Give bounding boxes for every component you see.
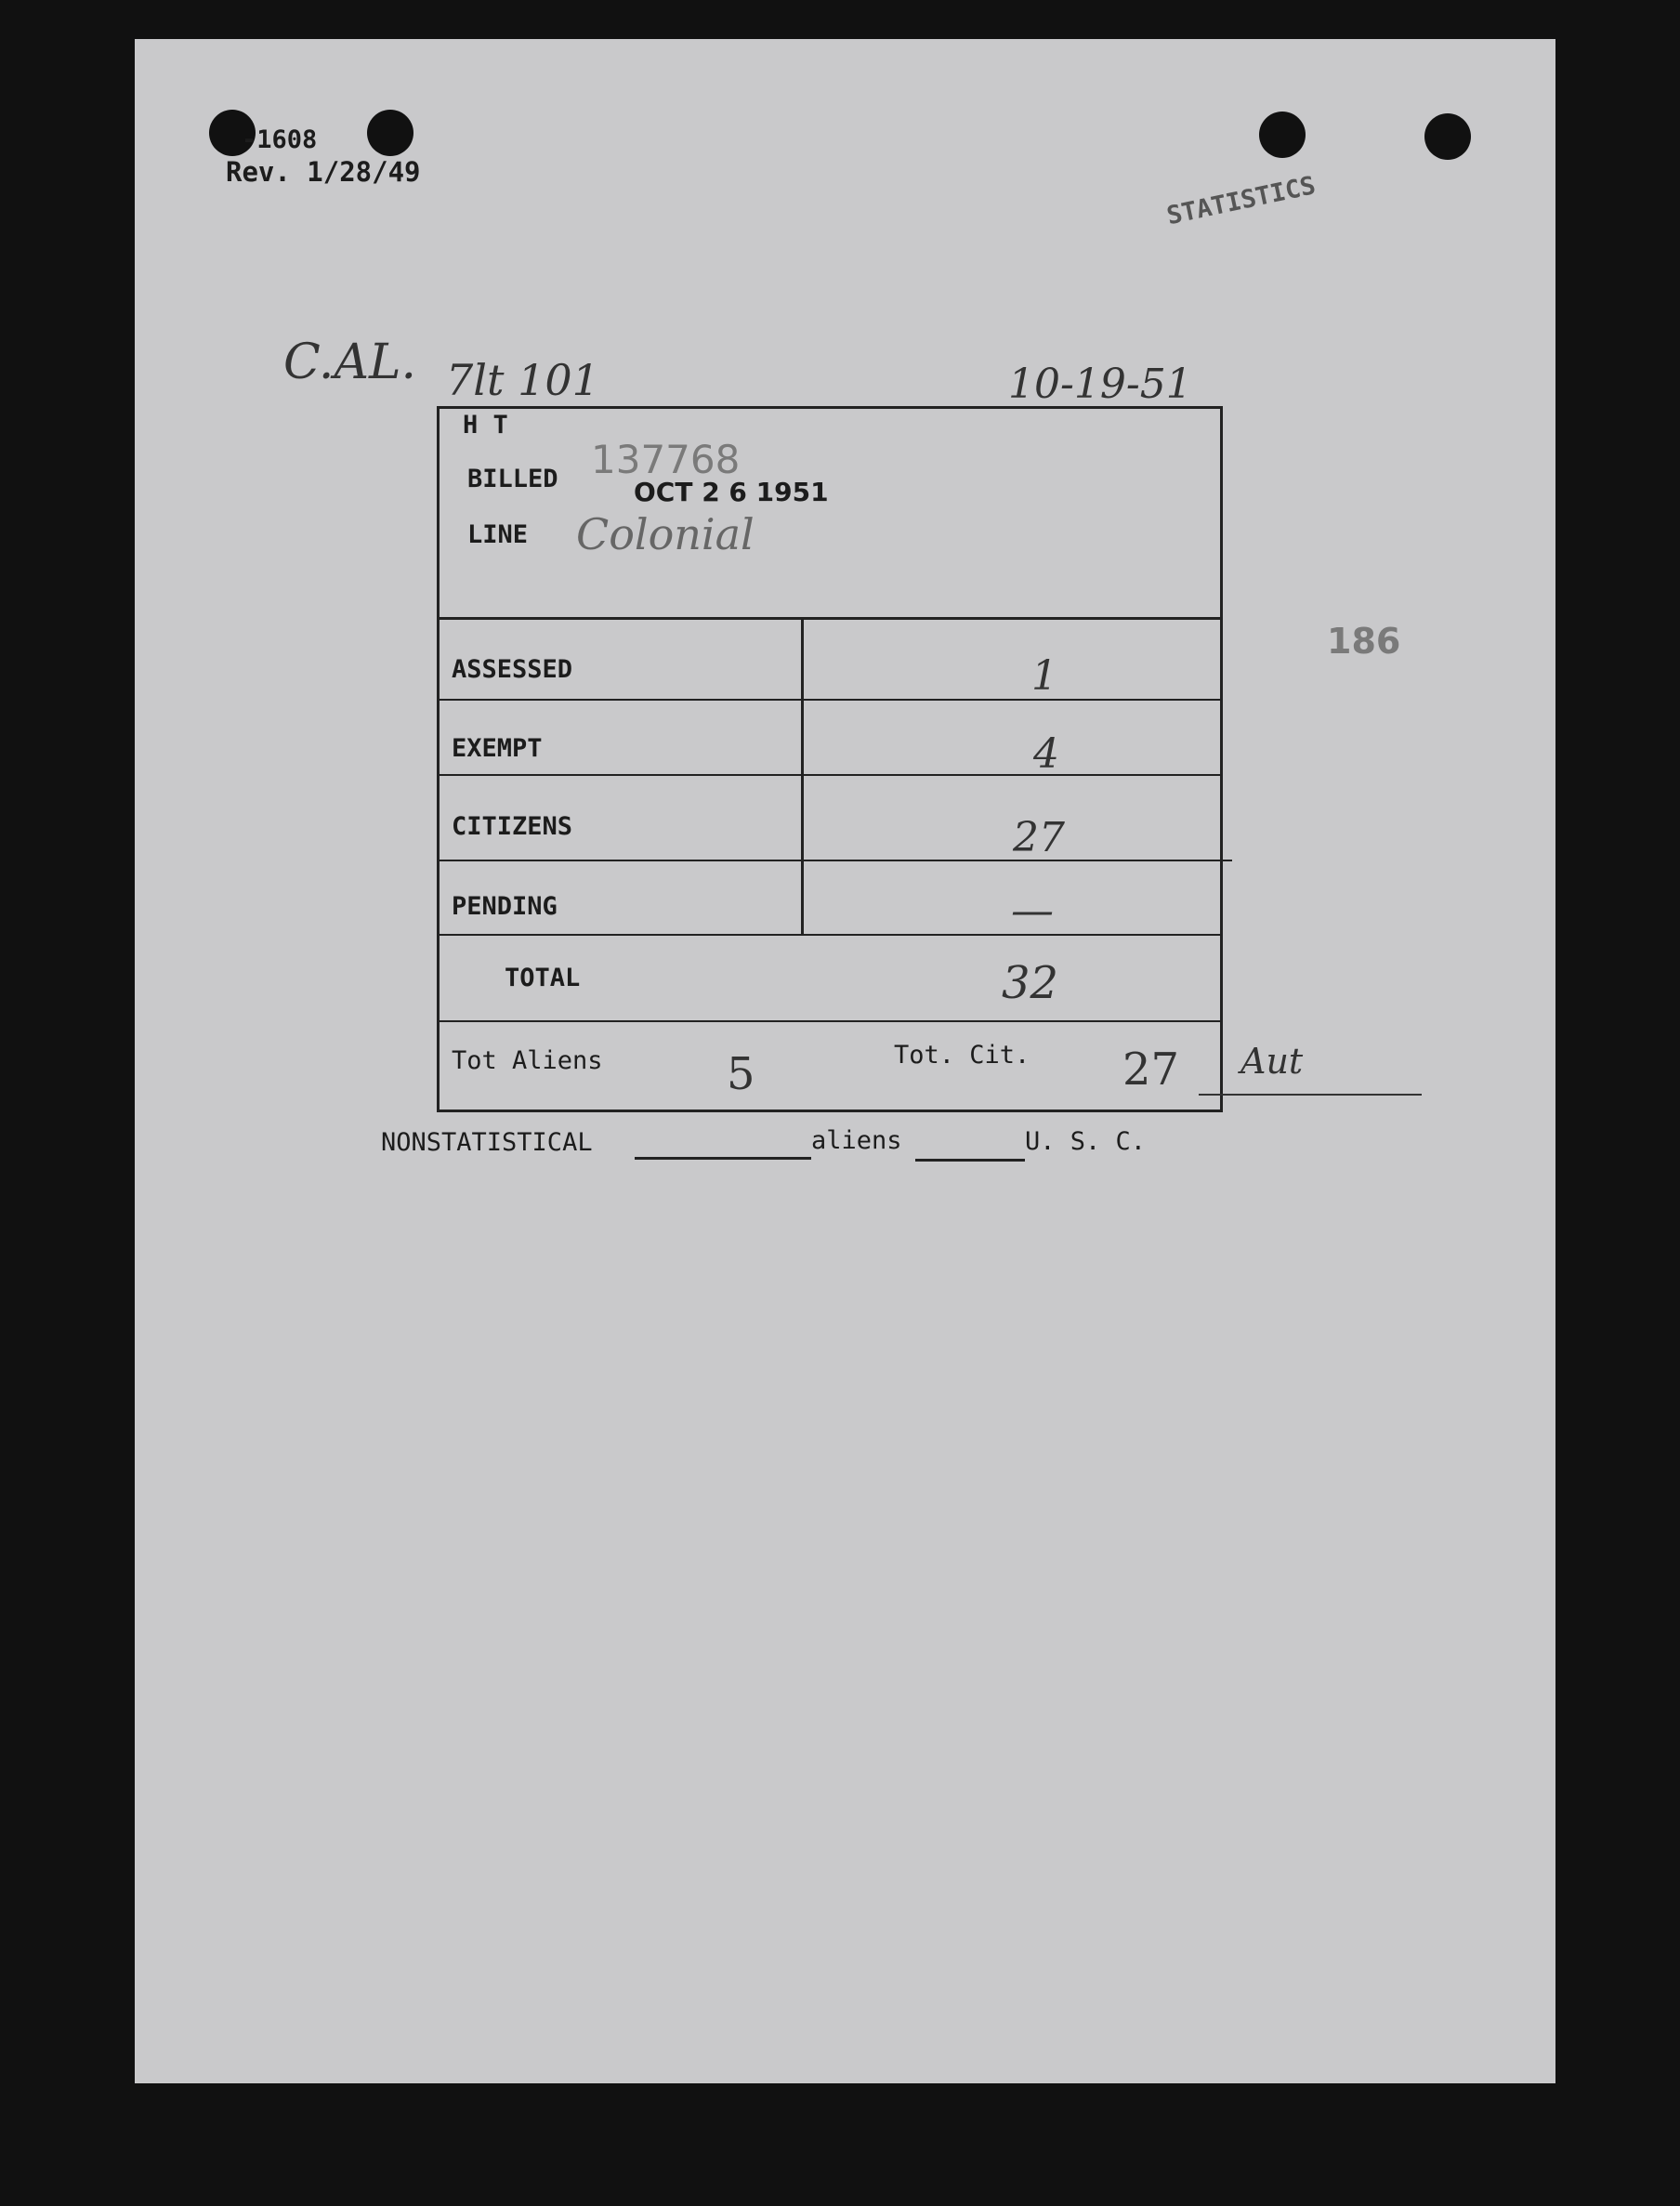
aliens-blank [915,1131,1025,1162]
aliens-label: aliens [811,1126,902,1155]
row-value-citizens: 27 [1013,814,1065,861]
billed-label: BILLED [467,465,558,493]
row-value-pending: — [1011,885,1054,935]
nonstatistical-blank [635,1129,811,1160]
form-divider-header [437,617,1223,620]
handwritten-date: 10-19-51 [1008,361,1192,408]
handwritten-c-al: C.AL. [283,335,417,390]
total-value: 32 [1002,957,1059,1009]
form-divider-3 [437,860,1232,861]
tot-cit-value: 27 [1122,1044,1180,1096]
handwritten-initials: Aut [1240,1041,1304,1082]
row-label-exempt: EXEMPT [452,734,543,763]
statistics-form-box [437,406,1223,1112]
form-number: -1608 [242,125,318,154]
form-divider-5 [437,1020,1223,1022]
total-label: TOTAL [505,964,581,992]
page-number-stamp: 186 [1327,621,1401,662]
form-divider-1 [437,699,1223,701]
form-column-divider [801,617,804,935]
form-divider-2 [437,774,1223,776]
billed-number-stamp: 137768 [591,437,741,482]
ht-label: H T [463,411,508,440]
line-name-handwritten: Colonial [576,509,755,559]
tot-cit-label: Tot. Cit. [894,1041,1030,1070]
row-label-pending: PENDING [452,892,558,921]
punch-hole-left-2 [367,110,413,156]
statistics-stamp: STATISTICS [1164,171,1319,231]
tot-aliens-value: 5 [727,1048,755,1100]
usc-label: U. S. C. [1025,1127,1147,1156]
row-value-assessed: 1 [1031,652,1057,700]
punch-hole-right-2 [1424,113,1471,160]
tot-aliens-label: Tot Aliens [452,1046,603,1075]
row-label-citizens: CITIZENS [452,812,573,841]
row-label-assessed: ASSESSED [452,655,573,684]
handwritten-flight: 7lt 101 [446,355,599,405]
line-label: LINE [467,520,529,549]
form-revision: Rev. 1/28/49 [226,156,421,188]
form-divider-4 [437,934,1223,936]
nonstatistical-label: NONSTATISTICAL [381,1128,593,1157]
initials-underline [1199,1094,1422,1096]
punch-hole-right-1 [1259,112,1306,158]
billed-date-stamp: OCT 2 6 1951 [634,477,829,507]
row-value-exempt: 4 [1033,730,1059,778]
